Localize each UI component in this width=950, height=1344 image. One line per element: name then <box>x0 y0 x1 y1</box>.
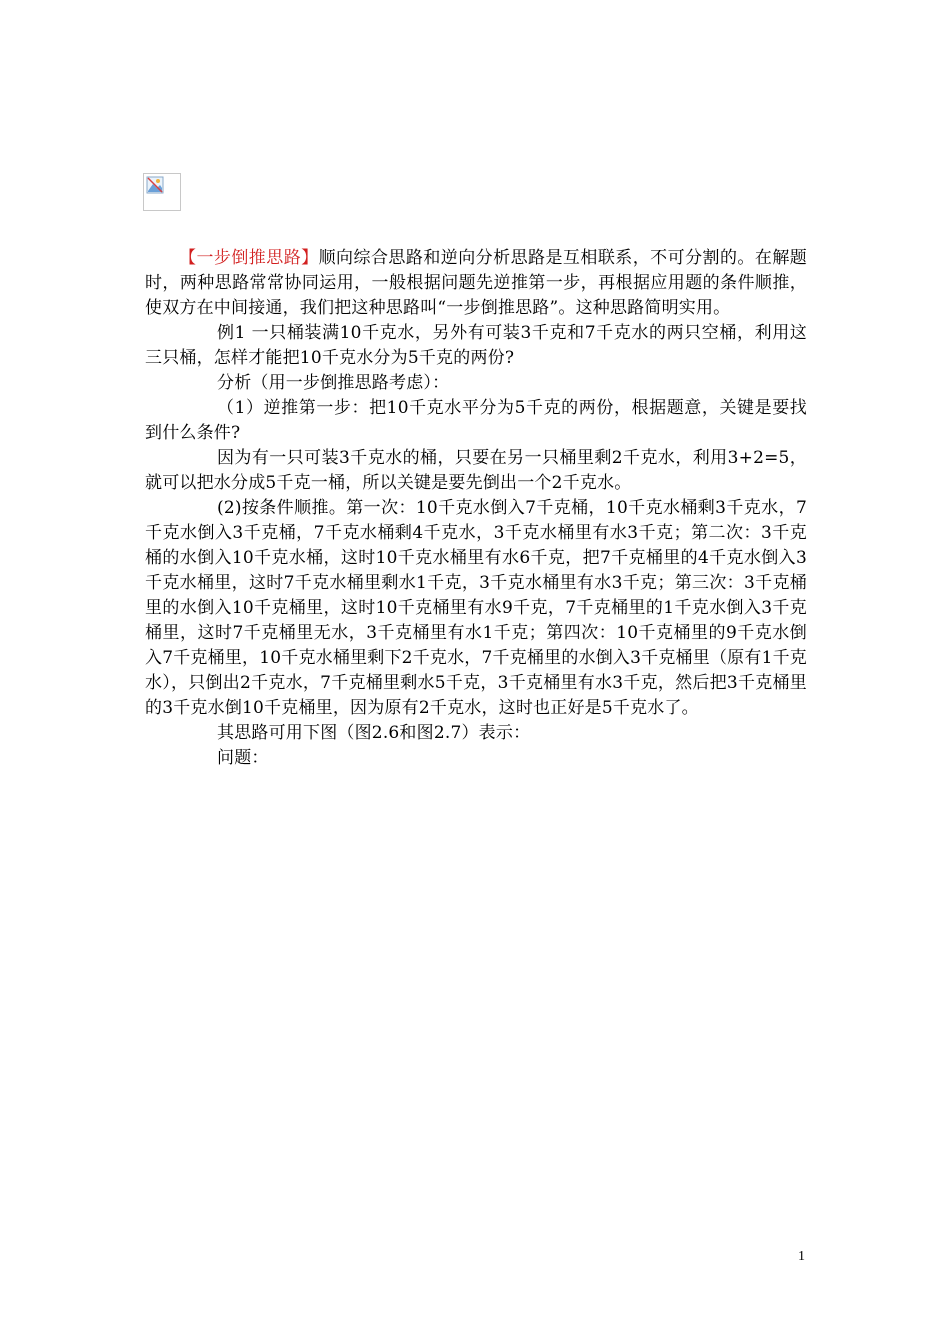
intro-paragraph <box>145 246 807 321</box>
broken-image-placeholder <box>143 173 181 211</box>
analysis-label: 分析（用一步倒推思路考虑）： <box>217 373 450 393</box>
page-number: 1 <box>798 1249 805 1264</box>
document-body <box>145 246 807 771</box>
broken-image-icon <box>146 176 164 194</box>
figure-reference: 其思路可用下图（图2.6和图2.7）表示： <box>217 723 531 743</box>
question-label: 问题： <box>217 748 269 768</box>
step1-reason-paragraph: 因为有一只可装3千克水的桶，只要在另一只桶里剩2千克水，利用3+2=5，就可以把水分成5千克一桶，所以关键是要先倒出一个2千克水。 <box>145 448 807 493</box>
step1-paragraph: （1）逆推第一步：把10千克水平分为5千克的两份，根据题意，关键是要找到什么条件? <box>145 398 807 443</box>
example-paragraph: 例1 一只桶装满10千克水，另外有可装3千克和7千克水的两只空桶，利用这三只桶，怎样才能把10千克水分为5千克的两份? <box>145 323 807 368</box>
step2-paragraph: (2)按条件顺推。第一次：10千克水倒入7千克桶，10千克水桶剩3千克水，7千克水倒入3千克桶，7千克水桶剩4千克水，3千克水桶里有水3千克；第二次：3千克桶的水倒入10千克水桶，这时10千克水桶里有水6千克，把7千克桶里的4千克水倒入3千克水桶里，这时7千克水桶里剩水1千克，3千克水桶里有水3千克；第三次：3千克桶里的水倒入10千克桶里，这时10千克桶里有水9千克，7千克桶里的1千克水倒入3千克桶里，这时7千克桶里无水，3千克桶里有水1千克；第四次：10千克桶里的9千克水倒入7千克桶里，10千克水桶里剩下2千克水，7千克桶里的水倒入3千克桶里（原有1千克水），只倒出2千克水，7千克桶里剩水5千克，3千克桶里有水3千克，然后把3千克桶里的3千克水倒10千克桶里，因为原有2千克水，这时也正好是5千克水了。 <box>145 498 807 718</box>
intro-heading: 【一步倒推思路】 <box>179 248 319 268</box>
intro-text: 顺向综合思路和逆向分析思路是互相联系，不可分割的。在解题时，两种思路常常协同运用，一般根据问题先逆推第一步，再根据应用题的条件顺推，使双方在中间接通，我们把这种思路叫“一步倒推思路”。这种思路简明实用。 <box>145 248 807 318</box>
